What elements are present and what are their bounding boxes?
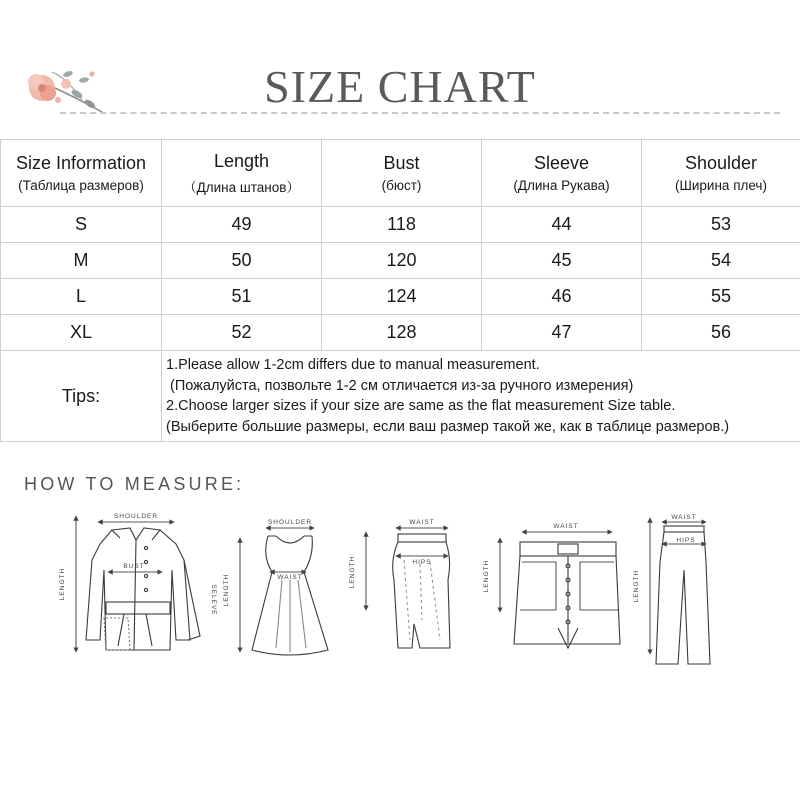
table-header-row bbox=[1, 140, 800, 207]
header-sub: (Длина Рукава) bbox=[513, 178, 610, 193]
header-main: Shoulder bbox=[684, 153, 758, 173]
header-cell bbox=[642, 140, 800, 207]
size-cell: M bbox=[1, 243, 162, 279]
bust-cell: 118 bbox=[322, 207, 482, 243]
header-cell bbox=[1, 140, 162, 207]
shoulder-label: SHOULDER bbox=[113, 513, 159, 520]
waist-label: WAIST bbox=[277, 574, 303, 581]
tip-line: (Выберите большие размеры, если ваш размер такой же, как в таблице размеров.) bbox=[166, 418, 730, 435]
waist-label: WAIST bbox=[671, 514, 697, 521]
length-label: LENGTH bbox=[349, 555, 356, 589]
table-row bbox=[1, 243, 800, 279]
bust-cell: 124 bbox=[322, 279, 482, 315]
header-main: Length bbox=[213, 150, 270, 171]
shorts-diagram bbox=[500, 532, 620, 648]
waist-label: WAIST bbox=[409, 519, 435, 526]
tip-line: 1.Please allow 1-2cm differs due to manual measurement. bbox=[166, 357, 540, 373]
size-cell: S bbox=[1, 207, 162, 243]
bust-cell: 128 bbox=[322, 315, 482, 351]
tip-line: 2.Choose larger sizes if your size are same as the flat measurement Size table. bbox=[166, 398, 676, 414]
header-main: Size Information bbox=[15, 153, 147, 173]
shoulder-label: SHOULDER bbox=[267, 519, 313, 526]
table-row bbox=[1, 279, 800, 315]
table-row bbox=[1, 315, 800, 351]
hips-label: HIPS bbox=[676, 537, 696, 544]
title-divider bbox=[60, 112, 780, 114]
page-title: SIZE CHART bbox=[264, 61, 536, 112]
length-label: LENGTH bbox=[223, 573, 230, 607]
header-sub: (Таблица размеров) bbox=[18, 178, 144, 193]
sleeve-label: SELEVE bbox=[210, 584, 217, 616]
sleeve-cell: 45 bbox=[482, 243, 642, 279]
header-main: Bust bbox=[383, 153, 420, 173]
length-cell: 50 bbox=[162, 243, 322, 279]
length-label: LENGTH bbox=[633, 569, 640, 603]
header-cell bbox=[322, 140, 482, 207]
length-cell: 52 bbox=[162, 315, 322, 351]
shoulder-cell: 54 bbox=[642, 243, 800, 279]
table-row bbox=[1, 207, 800, 243]
length-label: LENGTH bbox=[59, 567, 66, 601]
tips-label: Tips: bbox=[1, 351, 162, 442]
tips-text bbox=[162, 351, 800, 442]
sleeve-cell: 47 bbox=[482, 315, 642, 351]
bust-label: BUST bbox=[123, 563, 145, 570]
header bbox=[0, 0, 800, 130]
sleeve-cell: 46 bbox=[482, 279, 642, 315]
header-sub: （Длина штанов） bbox=[183, 179, 300, 195]
skirt-diagram bbox=[366, 528, 450, 648]
shoulder-cell: 56 bbox=[642, 315, 800, 351]
header-cell bbox=[482, 140, 642, 207]
measure-diagrams bbox=[0, 500, 800, 800]
header-sub: (Ширина плеч) bbox=[675, 178, 767, 193]
dress-diagram bbox=[240, 528, 328, 655]
shoulder-cell: 53 bbox=[642, 207, 800, 243]
header-cell bbox=[162, 140, 322, 207]
size-cell: XL bbox=[1, 315, 162, 351]
length-label: LENGTH bbox=[483, 559, 490, 593]
size-table bbox=[0, 139, 800, 442]
bust-cell: 120 bbox=[322, 243, 482, 279]
waist-label: WAIST bbox=[553, 523, 579, 530]
size-cell: L bbox=[1, 279, 162, 315]
shoulder-cell: 55 bbox=[642, 279, 800, 315]
header-sub: (бюст) bbox=[381, 178, 422, 193]
sleeve-cell: 44 bbox=[482, 207, 642, 243]
jacket-diagram bbox=[76, 518, 200, 650]
length-cell: 51 bbox=[162, 279, 322, 315]
how-to-measure-heading: HOW TO MEASURE: bbox=[24, 474, 245, 494]
hips-label: HIPS bbox=[412, 559, 432, 566]
tip-line: (Пожалуйста, позвольте 1-2 см отличается из-за ручного измерения) bbox=[166, 377, 634, 394]
header-main: Sleeve bbox=[533, 153, 590, 173]
length-cell: 49 bbox=[162, 207, 322, 243]
tips-row bbox=[1, 351, 800, 442]
